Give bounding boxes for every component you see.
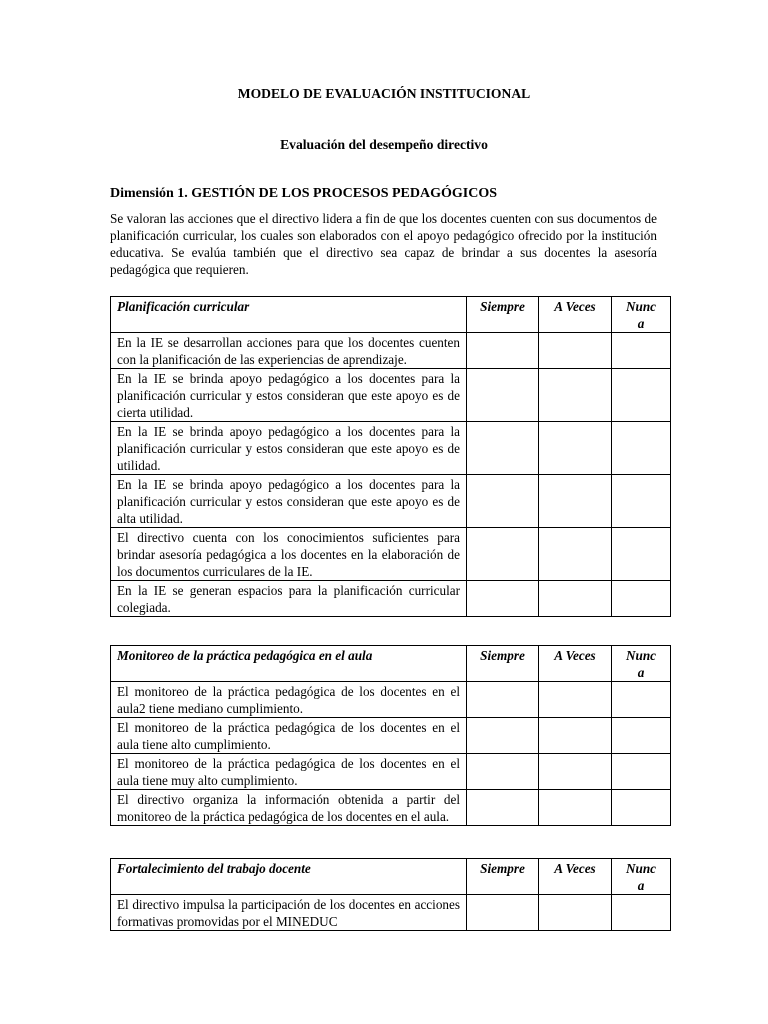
table-row (111, 754, 671, 790)
table-row (111, 475, 671, 528)
dimension-heading: Dimensión 1. GESTIÓN DE LOS PROCESOS PEDAGÓGICOS (110, 186, 498, 201)
table-row (111, 581, 671, 617)
column-a-veces: A Veces (539, 859, 612, 895)
siempre-cell[interactable] (467, 581, 539, 617)
siempre-cell[interactable] (467, 528, 539, 581)
column-a-veces: A Veces (539, 646, 612, 682)
a-veces-cell[interactable] (539, 790, 612, 826)
evaluation-table-fortalecimiento (110, 858, 671, 931)
nunca-cell[interactable] (612, 718, 671, 754)
column-nunca-part2: a (637, 665, 645, 680)
column-nunca-part1: Nunc (625, 299, 657, 314)
intro-paragraph: Se valoran las acciones que el directivo lidera a fin de que los docentes cuenten con sus documentos de planificación curricular, los cuales son elaborados con el apoyo pedagógico ofrecido por la institución educativa. Se evalúa también que el directivo sea capaz de brindar a sus docentes la asesoría pedagógica que requieren. (110, 211, 657, 277)
column-siempre: Siempre (467, 646, 539, 682)
column-nunca-part1: Nunc (625, 648, 657, 663)
section-header: Monitoreo de la práctica pedagógica en el aula (111, 646, 467, 682)
table-row (111, 369, 671, 422)
evaluation-table-monitoreo (110, 645, 671, 826)
nunca-cell[interactable] (612, 333, 671, 369)
nunca-cell[interactable] (612, 754, 671, 790)
table-header-row (111, 646, 671, 682)
nunca-cell[interactable] (612, 581, 671, 617)
siempre-cell[interactable] (467, 369, 539, 422)
nunca-cell[interactable] (612, 475, 671, 528)
column-nunca-part2: a (637, 316, 645, 331)
table-row (111, 422, 671, 475)
nunca-cell[interactable] (612, 369, 671, 422)
column-nunca (612, 646, 671, 682)
a-veces-cell[interactable] (539, 895, 612, 931)
nunca-cell[interactable] (612, 682, 671, 718)
table-row (111, 895, 671, 931)
criterion-text: El monitoreo de la práctica pedagógica de los docentes en el aula tiene alto cumplimiento. (111, 718, 467, 754)
siempre-cell[interactable] (467, 718, 539, 754)
table-row (111, 333, 671, 369)
siempre-cell[interactable] (467, 475, 539, 528)
criterion-text: En la IE se brinda apoyo pedagógico a los docentes para la planificación curricular y estos consideran que este apoyo es de alta utilidad. (111, 475, 467, 528)
column-nunca (612, 297, 671, 333)
a-veces-cell[interactable] (539, 528, 612, 581)
document-subtitle: Evaluación del desempeño directivo (280, 137, 488, 152)
criterion-text: El monitoreo de la práctica pedagógica de los docentes en el aula tiene muy alto cumplimiento. (111, 754, 467, 790)
evaluation-table-planificacion (110, 296, 671, 617)
a-veces-cell[interactable] (539, 581, 612, 617)
table-header-row (111, 859, 671, 895)
criterion-text: El directivo cuenta con los conocimientos suficientes para brindar asesoría pedagógica a los docentes en la elaboración de los documentos curriculares de la IE. (111, 528, 467, 581)
a-veces-cell[interactable] (539, 369, 612, 422)
siempre-cell[interactable] (467, 682, 539, 718)
nunca-cell[interactable] (612, 895, 671, 931)
section-header: Fortalecimiento del trabajo docente (111, 859, 467, 895)
document-title: MODELO DE EVALUACIÓN INSTITUCIONAL (237, 86, 531, 101)
criterion-text: El directivo organiza la información obtenida a partir del monitoreo de la práctica pedagógica de los docentes en el aula. (111, 790, 467, 826)
a-veces-cell[interactable] (539, 682, 612, 718)
column-nunca (612, 859, 671, 895)
table-header-row (111, 297, 671, 333)
siempre-cell[interactable] (467, 333, 539, 369)
table-row (111, 682, 671, 718)
column-nunca-part2: a (637, 878, 645, 893)
column-siempre: Siempre (467, 859, 539, 895)
table-row (111, 718, 671, 754)
nunca-cell[interactable] (612, 422, 671, 475)
a-veces-cell[interactable] (539, 475, 612, 528)
criterion-text: En la IE se desarrollan acciones para que los docentes cuenten con la planificación de las experiencias de aprendizaje. (111, 333, 467, 369)
table-row (111, 528, 671, 581)
column-nunca-part1: Nunc (625, 861, 657, 876)
criterion-text: En la IE se brinda apoyo pedagógico a los docentes para la planificación curricular y estos consideran que este apoyo es de utilidad. (111, 422, 467, 475)
column-a-veces: A Veces (539, 297, 612, 333)
section-header: Planificación curricular (111, 297, 467, 333)
criterion-text: El directivo impulsa la participación de los docentes en acciones formativas promovidas por el MINEDUC (111, 895, 467, 931)
a-veces-cell[interactable] (539, 422, 612, 475)
column-siempre: Siempre (467, 297, 539, 333)
siempre-cell[interactable] (467, 754, 539, 790)
siempre-cell[interactable] (467, 790, 539, 826)
table-row (111, 790, 671, 826)
nunca-cell[interactable] (612, 528, 671, 581)
criterion-text: El monitoreo de la práctica pedagógica de los docentes en el aula2 tiene mediano cumplimiento. (111, 682, 467, 718)
siempre-cell[interactable] (467, 422, 539, 475)
nunca-cell[interactable] (612, 790, 671, 826)
criterion-text: En la IE se generan espacios para la planificación curricular colegiada. (111, 581, 467, 617)
a-veces-cell[interactable] (539, 754, 612, 790)
criterion-text: En la IE se brinda apoyo pedagógico a los docentes para la planificación curricular y estos consideran que este apoyo es de cierta utilidad. (111, 369, 467, 422)
a-veces-cell[interactable] (539, 333, 612, 369)
siempre-cell[interactable] (467, 895, 539, 931)
a-veces-cell[interactable] (539, 718, 612, 754)
